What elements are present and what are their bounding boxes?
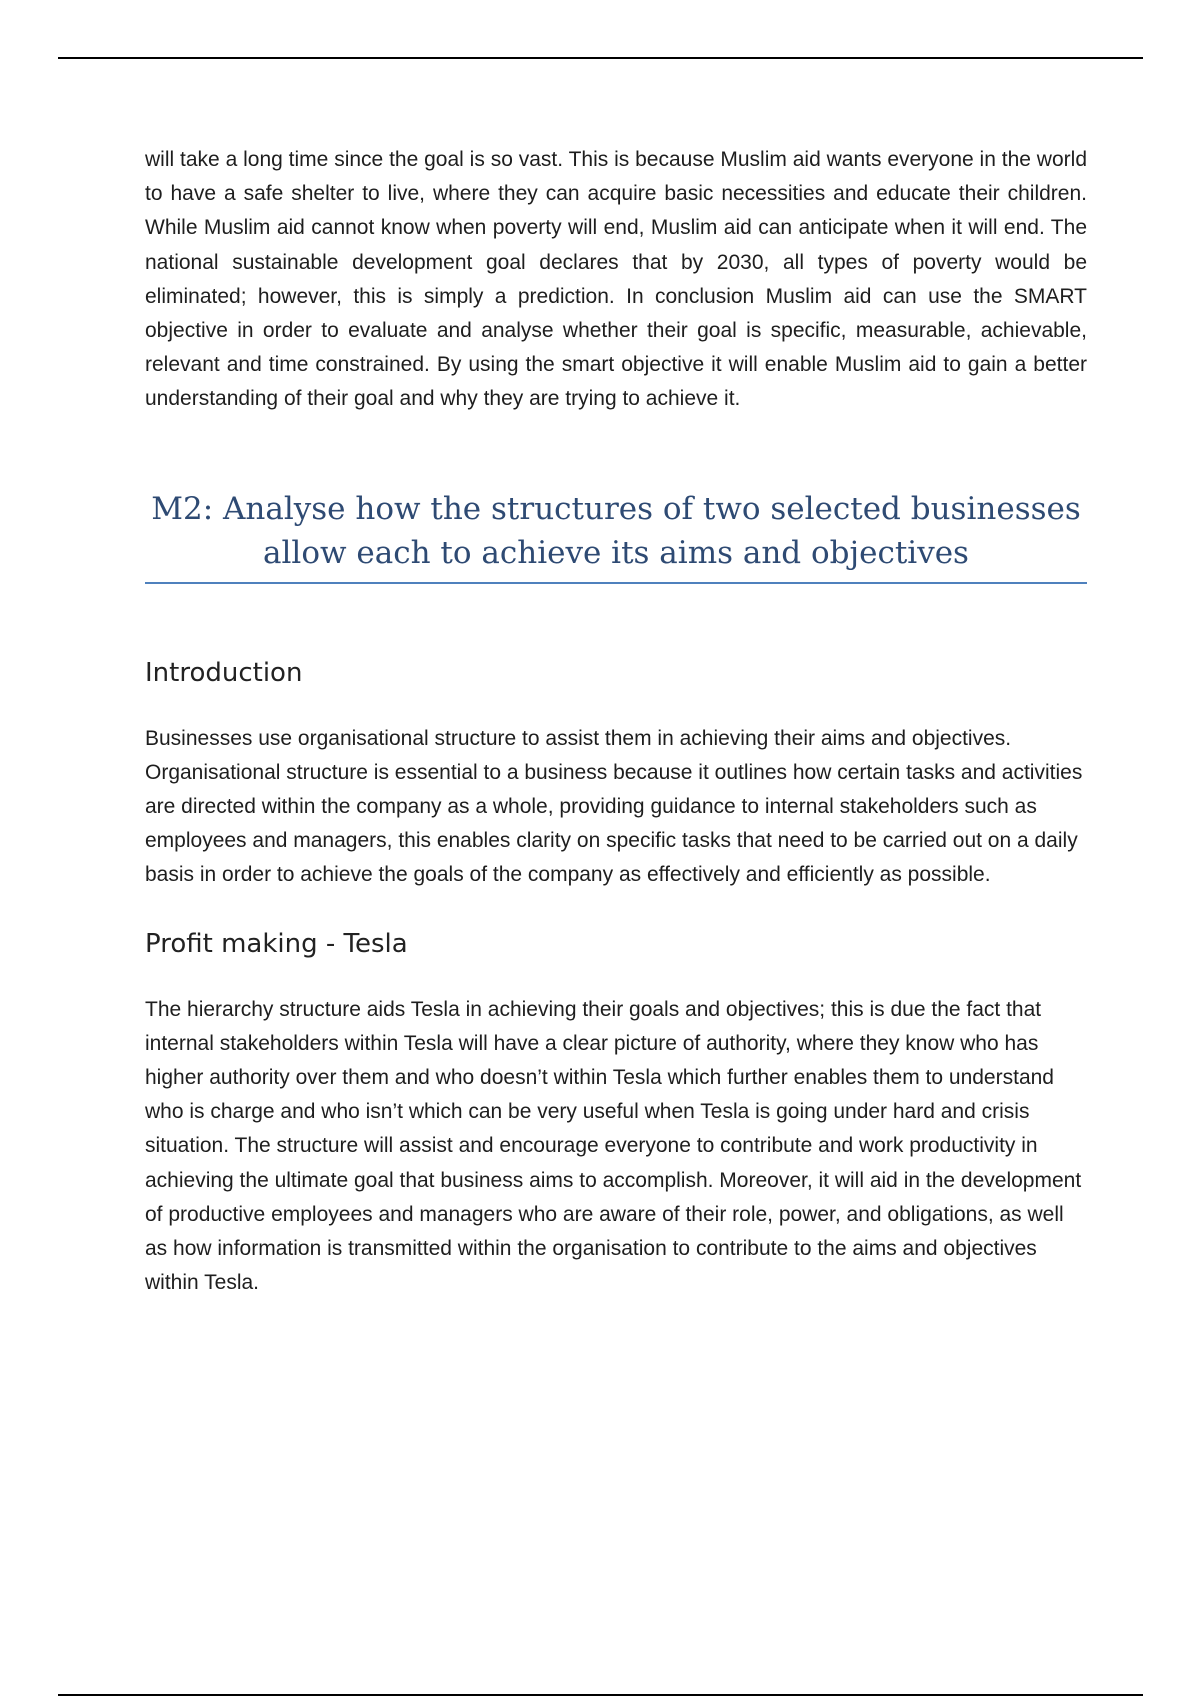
tesla-paragraph: The hierarchy structure aids Tesla in achieving their goals and objectives; this is due the fact that internal stakeholders within Tesla will have a clear picture of authority, where they know who has higher authority over them and who doesn’t within Tesla which further enables them to understand who is charge and who isn’t which can be very useful when Tesla is going under hard and crisis situation. The structure will assist and encourage everyone to contribute and work productivity in achieving the ultimate goal that business aims to accomplish. Moreover, it will aid in the development of productive employees and managers who are aware of their role, power, and obligations, as well as how information is transmitted within the organisation to contribute to the aims and objectives within Tesla. — [145, 997, 1082, 1295]
header-rule — [58, 57, 1143, 59]
introduction-heading: Introduction — [145, 657, 303, 688]
introduction-paragraph: Businesses use organisational structure to assist them in achieving their aims and objectives. Organisational structure is essential to a business because it outlines how certain tasks and activities are directed within the company as a whole, providing guidance to internal stakeholders such as employees and managers, this enables clarity on specific tasks that need to be carried out on a daily basis in order to achieve the goals of the company as effectively and efficiently as possible. — [145, 726, 1083, 887]
tesla-heading: Profit making - Tesla — [145, 928, 408, 959]
footer-rule — [58, 1694, 1143, 1696]
main-heading: M2: Analyse how the structures of two selected businesses allow each to achieve its aims and objectives — [145, 487, 1087, 584]
document-page — [145, 143, 1087, 1300]
continuation-paragraph: will take a long time since the goal is so vast. This is because Muslim aid wants everyone in the world to have a safe shelter to live, where they can acquire basic necessities and educate their children. While Muslim aid cannot know when poverty will end, Muslim aid can anticipate when it will end. The national sustainable development goal declares that by 2030, all types of poverty would be eliminated; however, this is simply a prediction. In conclusion Muslim aid can use the SMART objective in order to evaluate and analyse whether their goal is specific, measurable, achievable, relevant and time constrained. By using the smart objective it will enable Muslim aid to gain a better understanding of their goal and why they are trying to achieve it. — [145, 148, 1087, 411]
